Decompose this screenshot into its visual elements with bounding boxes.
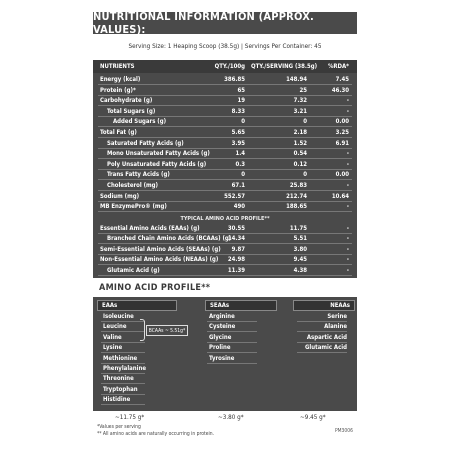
nutrient-per100: 1.4	[235, 150, 245, 158]
nutrient-row	[93, 139, 357, 149]
amino-acid-item: Valine	[103, 333, 122, 341]
amino-acid-profile-title: AMINO ACID PROFILE**	[99, 283, 211, 293]
nutrition-label	[93, 12, 357, 438]
nutrient-per-serving: 9.45	[293, 256, 307, 264]
nutrient-name: Trans Fatty Acids (g)	[107, 171, 170, 179]
nutrient-row	[93, 86, 357, 96]
nutrient-name: Total Sugars (g)	[107, 107, 156, 115]
nutrient-name: Branched Chain Amino Acids (BCAAs) (g)	[107, 235, 232, 243]
nutrient-name: Non-Essential Amino Acids (NEAAs) (g)	[100, 256, 219, 264]
bcaa-note: BCAAs ~ 5.51g*	[146, 325, 188, 336]
nutrient-per100: 8.33	[231, 107, 245, 115]
item-underline	[207, 342, 257, 343]
nutrient-per100: 3.95	[231, 139, 245, 147]
amino-acid-item: Tyrosine	[209, 354, 235, 362]
nutrient-per100: 0.3	[235, 160, 245, 168]
amino-acid-item: Serine	[327, 313, 347, 320]
nutrient-name: MB EnzymePro® (mg)	[100, 203, 167, 211]
nutrient-per100: 11.39	[227, 266, 245, 274]
nutrient-per-serving: 4.38	[293, 266, 307, 274]
eaas-header	[97, 300, 177, 311]
amino-acid-item: Proline	[209, 344, 231, 352]
nutrient-per100: 5.65	[231, 129, 245, 136]
nutrient-rda: 7.45	[335, 76, 349, 83]
nutrient-per-serving: 3.21	[293, 107, 307, 115]
header-per100: QTY./100g	[214, 63, 245, 70]
nutrient-name: Cholesterol (mg)	[107, 182, 159, 189]
seaas-header	[205, 300, 277, 311]
nutrient-per-serving: 0.12	[293, 160, 307, 168]
nutrient-rda: -	[346, 182, 349, 189]
nutrient-row	[93, 255, 357, 265]
nutrient-per100: 0	[241, 118, 245, 126]
nutrient-name: Added Sugars (g)	[113, 118, 167, 126]
nutrient-name: Essential Amino Acids (EAAs) (g)	[100, 225, 200, 232]
amino-acid-item: Arginine	[209, 313, 235, 320]
serving-info: Serving Size: 1 Heaping Scoop (38.5g) | Servings Per Container: 45	[128, 42, 322, 50]
nutrient-rda: 3.25	[335, 129, 349, 136]
nutrient-per100: 30.55	[227, 225, 245, 232]
nutrient-row	[93, 107, 357, 117]
item-underline	[207, 321, 257, 322]
nutrient-name: Sodium (mg)	[100, 192, 140, 200]
nutrient-per-serving: 0	[303, 171, 307, 179]
nutrient-per-serving: 212.74	[286, 192, 307, 200]
amino-acid-item: Alanine	[324, 323, 347, 331]
neaas-label: NEAAs	[330, 302, 350, 309]
nutrient-per100: 0	[241, 171, 245, 179]
amino-acid-item: Glycine	[209, 333, 232, 341]
nutrient-per-serving: 5.51	[293, 235, 307, 243]
nutrient-row	[93, 224, 357, 234]
row-divider	[98, 211, 352, 212]
item-underline	[101, 373, 145, 374]
nutrient-rda: 6.91	[335, 139, 349, 147]
nutrient-rda: 0.00	[335, 118, 349, 126]
eaas-total: ~11.75 g*	[115, 414, 145, 421]
nutrient-name: Mono Unsaturated Fatty Acids (g)	[107, 150, 210, 158]
amino-acid-item: Aspartic Acid	[306, 333, 347, 341]
nutrient-rda: -	[346, 160, 349, 168]
nutrient-per-serving: 188.65	[286, 203, 307, 211]
header-nutrients: NUTRIENTS	[100, 63, 135, 70]
item-underline	[207, 352, 257, 353]
nutrient-name: Glutamic Acid (g)	[107, 266, 160, 274]
nutrient-row	[93, 234, 357, 244]
nutrient-row	[93, 160, 357, 170]
item-underline	[101, 342, 145, 343]
eaas-label: EAAs	[102, 302, 118, 309]
nutrient-name: Saturated Fatty Acids (g)	[107, 139, 184, 147]
nutrient-per-serving: 1.52	[293, 139, 307, 147]
row-divider	[98, 275, 352, 276]
nutrient-per-serving: 0.54	[293, 150, 307, 158]
item-underline	[101, 363, 145, 364]
nutrient-rda: 10.64	[331, 192, 349, 200]
nutrient-row	[93, 170, 357, 180]
nutrient-per100: 490	[233, 203, 245, 211]
nutrient-rda: -	[346, 203, 349, 211]
item-underline	[207, 363, 257, 364]
nutrient-per-serving: 3.80	[293, 245, 307, 253]
nutrient-row	[93, 266, 357, 276]
nutrient-name: Carbohydrate (g)	[100, 97, 153, 105]
item-underline	[297, 342, 347, 343]
item-underline	[101, 394, 145, 395]
nutrient-rda: -	[346, 266, 349, 274]
bcaa-brace	[140, 319, 145, 341]
nutrient-name: Protein (g)*	[100, 86, 136, 94]
nutrient-per-serving: 0	[303, 118, 307, 126]
amino-acid-item: Leucine	[103, 323, 127, 331]
nutrient-rda: -	[346, 235, 349, 243]
nutrient-per100: 14.34	[227, 235, 245, 243]
amino-acid-item: Threonine	[103, 375, 134, 383]
neaas-total: ~9.45 g*	[300, 414, 326, 421]
item-underline	[101, 383, 145, 384]
amino-acid-item: Histidine	[103, 396, 131, 404]
nutrition-table	[93, 60, 357, 278]
amino-inline-title: TYPICAL AMINO ACID PROFILE**	[180, 216, 270, 222]
nutrient-row	[93, 192, 357, 202]
nutrient-name: Energy (kcal)	[100, 76, 141, 83]
nutrient-per-serving: 25.83	[289, 182, 307, 189]
footnote-1: *Values per serving	[97, 424, 141, 430]
nutrient-rda: -	[346, 245, 349, 253]
item-underline	[297, 331, 347, 332]
table-header	[93, 60, 357, 73]
footnote-2: ** All amino acids are naturally occurring in protein.	[97, 431, 215, 437]
seaas-total: ~3.80 g*	[218, 414, 244, 421]
nutrient-per100: 552.57	[224, 192, 245, 200]
nutrient-row	[93, 117, 357, 127]
nutrient-per100: 386.85	[224, 76, 245, 83]
nutrient-per-serving: 7.32	[293, 97, 307, 105]
nutrient-rda: -	[346, 107, 349, 115]
nutrient-per-serving: 148.94	[286, 76, 307, 83]
nutrient-per-serving: 11.75	[289, 225, 307, 232]
nutrient-rda: -	[346, 256, 349, 264]
item-underline	[101, 321, 145, 322]
amino-acid-item: Methionine	[103, 354, 138, 362]
nutrient-per100: 24.98	[227, 256, 245, 264]
product-code: PM3006	[334, 428, 353, 434]
nutrient-row	[93, 96, 357, 106]
amino-acid-profile-panel	[93, 297, 357, 411]
neaas-header	[293, 300, 355, 311]
nutrient-row	[93, 128, 357, 138]
amino-acid-item: Glutamic Acid	[305, 344, 347, 352]
amino-acid-item: Phenylalanine	[103, 365, 147, 372]
item-underline	[101, 331, 145, 332]
nutrient-row	[93, 149, 357, 159]
nutrient-row	[93, 245, 357, 255]
nutrient-rda: 46.30	[331, 86, 349, 94]
nutrient-rda: -	[346, 225, 349, 232]
nutrient-per-serving: 25	[299, 86, 307, 94]
amino-acid-item: Isoleucine	[103, 313, 134, 320]
seaas-label: SEAAs	[210, 302, 230, 309]
nutrient-row	[93, 202, 357, 212]
item-underline	[297, 321, 347, 322]
nutrient-row	[93, 75, 357, 85]
nutrient-rda: 0.00	[335, 171, 349, 179]
amino-acid-item: Cysteine	[209, 323, 236, 331]
nutrient-name: Poly Unsaturated Fatty Acids (g)	[107, 160, 207, 168]
header-per-serving: QTY./SERVING (38.5g)	[251, 63, 318, 70]
item-underline	[101, 352, 145, 353]
nutrient-per100: 9.87	[231, 245, 245, 253]
amino-acid-item: Tryptophan	[103, 385, 138, 393]
nutrient-per100: 65	[237, 86, 245, 94]
item-underline	[207, 331, 257, 332]
nutrient-rda: -	[346, 150, 349, 158]
nutrient-per100: 67.1	[231, 182, 245, 189]
label-title: NUTRITIONAL INFORMATION (APPROX. VALUES):	[93, 12, 357, 34]
nutrient-rda: -	[346, 97, 349, 105]
item-underline	[297, 352, 347, 353]
item-underline	[101, 404, 145, 405]
amino-acid-item: Lysine	[103, 344, 123, 352]
nutrient-name: Semi-Essential Amino Acids (SEAAs) (g)	[100, 245, 221, 253]
header-rda: %RDA*	[327, 63, 349, 70]
nutrient-per100: 19	[237, 97, 245, 105]
nutrient-per-serving: 2.18	[293, 129, 307, 136]
nutrient-name: Total Fat (g)	[100, 129, 137, 136]
nutrient-row	[93, 181, 357, 191]
